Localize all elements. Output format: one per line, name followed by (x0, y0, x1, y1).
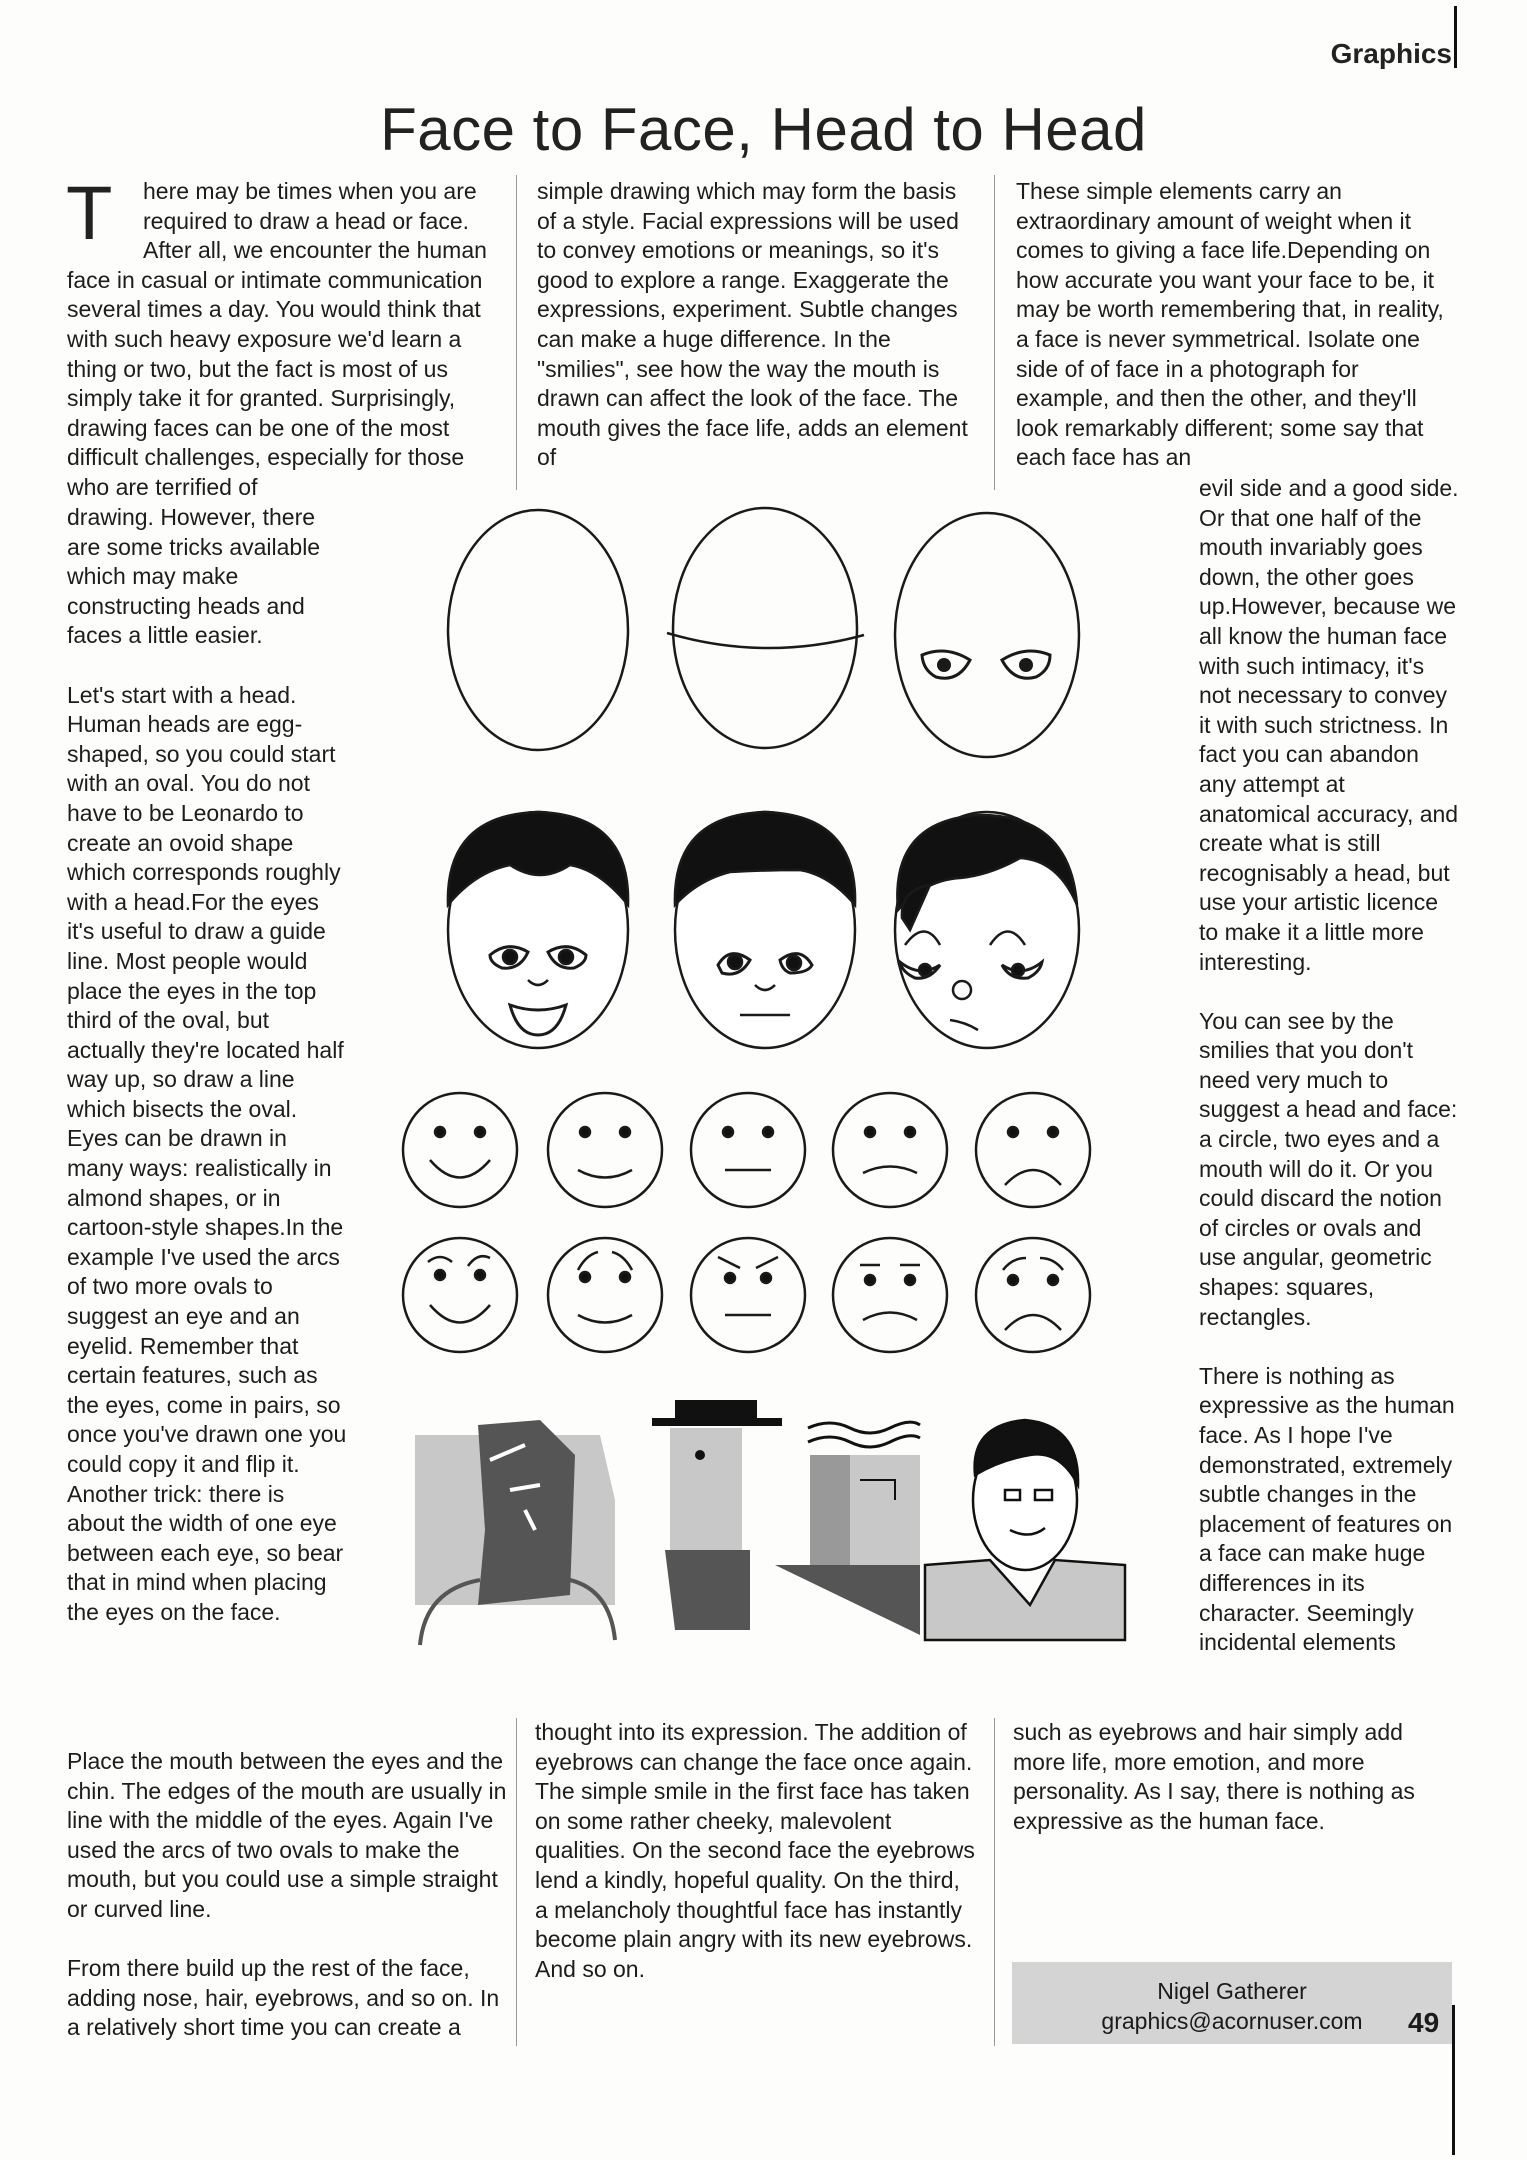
paragraph: You can see by the smilies that you don't need very much to suggest a head and face: a circle, two eyes and a mouth will do it. Or you could discard the notion of circles or ovals and use angular, geometric shapes: squares, rectangles. (1199, 1007, 1458, 1330)
author-email: graphics@acornuser.com (1101, 2008, 1363, 2034)
geometric-head-profile (415, 1420, 615, 1645)
page-number-rule (1452, 2005, 1455, 2155)
intro-line: required to draw a head or face. (143, 207, 470, 234)
smiley-happy (403, 1093, 517, 1207)
right-top (1016, 177, 1456, 473)
right-bottom (1013, 1718, 1453, 1836)
page-number: 49 (1408, 2007, 1440, 2038)
column-rule (516, 1718, 517, 2046)
right-narrow-column (1199, 474, 1461, 1658)
left-paragraph-1 (67, 266, 507, 503)
paragraph: drawing. However, there are some tricks available which may make constructing heads and faces a little easier. (67, 504, 321, 649)
column-rule (994, 1718, 995, 2046)
smiley-unhappy (833, 1093, 947, 1207)
section-rule (1454, 6, 1457, 68)
paragraph: such as eyebrows and hair simply add more life, more emotion, and more personality. As I say, there is nothing as expressive as the human face. (1013, 1719, 1415, 1834)
middle-top (537, 177, 977, 473)
author-name: Nigel Gatherer (1157, 1978, 1307, 2004)
drop-cap: T (66, 171, 113, 256)
smiley-content (548, 1093, 662, 1207)
head-oval-guideline (673, 508, 857, 748)
geometric-head-short-hair (925, 1420, 1125, 1640)
smiley-cheeky (403, 1238, 517, 1352)
left-narrow-column (67, 503, 347, 1628)
paragraph: These simple elements carry an extraordinary amount of weight when it comes to giving a face life.Depending on how accurate you want your face to be, it may be worth remembering that, in reality, a face is never symmetrical. Isolate one side of of face in a photograph for example, and then the other, and they'll look remarkably different; some say that each face has an (1016, 178, 1444, 471)
section-label: Graphics (1330, 38, 1452, 69)
paragraph: Let's start with a head. Human heads are egg-shaped, so you could start with an oval. You do not have to be Leonardo to create an ovoid shape which corresponds roughly with a head.For the eyes it's useful to draw a guide line. Most people would place the eyes in the top third of the oval, but actually they're located half way up, so draw a line which bisects the oval. Eyes can be drawn in many ways: realistically in almond shapes, or in cartoon-style shapes.In the example I've used the arcs of two more ovals to suggest an eye and an eyelid. Remember that certain features, such as the eyes, come in pairs, so once you've drawn one you could copy it and flip it. Another trick: there is about the width of one eye between each eye, so bear that in mind when placing the eyes on the face. (67, 681, 347, 1625)
face-grinning (448, 812, 628, 1048)
paragraph: thought into its expression. The addition of eyebrows can change the face once again. The simple smile in the first face has taken on some rather cheeky, malevolent qualities. On the second face the eyebrows lend a kindly, hopeful quality. On the third, a melancholy thoughtful face has instantly become plain angry with its new eyebrows. And so on. (535, 1719, 975, 1982)
paragraph: From there build up the rest of the face, adding nose, hair, eyebrows, and so on. In a relatively short time you can create a (67, 1955, 500, 2041)
paragraph: Place the mouth between the eyes and the chin. The edges of the mouth are usually in line with the middle of the eyes. Again I've used the arcs of two ovals to make the mouth, but you could use a simple straight or curved line. (67, 1748, 507, 1922)
left-bottom (67, 1747, 507, 2043)
intro-line: here may be times when you are (143, 178, 477, 204)
paragraph: simple drawing which may form the basis of a style. Facial expressions will be used to convey emotions or meanings, so it's good to explore a range. Exaggerate the expressions, experiment. Subtle changes can make a huge difference. In the "smilies", see how the way the mouth is drawn can affect the look of the face. The mouth gives the face life, adds an element of (537, 178, 968, 471)
faces-illustration (390, 500, 1190, 1670)
column-rule (516, 175, 517, 490)
face-worried (675, 812, 855, 1048)
head-oval-eyes (895, 513, 1079, 757)
angry-eyes-icon (922, 651, 1050, 678)
paragraph: face in casual or intimate communication several times a day. You would think that with such heavy exposure we'd learn a thing or two, but the fact is most of us simply take it for granted. Surprisingly, drawing faces can be one of the most difficult challenges, especially for those who are terrified of (67, 266, 483, 500)
column-rule (994, 175, 995, 490)
eye-guideline (667, 633, 864, 648)
smiley-angry (691, 1238, 805, 1352)
paragraph: evil side and a good side. Or that one half of the mouth invariably goes down, the other goes up.However, because we all know the human face with such intimacy, it's not necessary to convey it with such strictness. In fact you can abandon any attempt at anatomical accuracy, and create what is still recognisably a head, but use your artistic licence to make it a little more interesting. (1199, 475, 1459, 975)
article-title: Face to Face, Head to Head (380, 96, 1147, 163)
paragraph: There is nothing as expressive as the human face. As I hope I've demonstrated, extremely subtle changes in the placement of features on a face can make huge differences in its character. Seemingly incidental elements (1199, 1362, 1455, 1656)
geometric-head-wavy-hair (775, 1422, 920, 1635)
head-oval (448, 510, 628, 750)
smiley-distressed (976, 1238, 1090, 1352)
smiley-sad (976, 1093, 1090, 1207)
face-melancholy (895, 812, 1079, 1048)
smiley-neutral (691, 1093, 805, 1207)
smiley-hopeful (548, 1238, 662, 1352)
middle-bottom (535, 1718, 975, 1984)
intro-line: After all, we encounter the human (143, 237, 487, 264)
smiley-frowning (833, 1238, 947, 1352)
author-box (1012, 1962, 1452, 2044)
left-intro (143, 177, 523, 266)
geometric-head-hat (652, 1400, 782, 1630)
